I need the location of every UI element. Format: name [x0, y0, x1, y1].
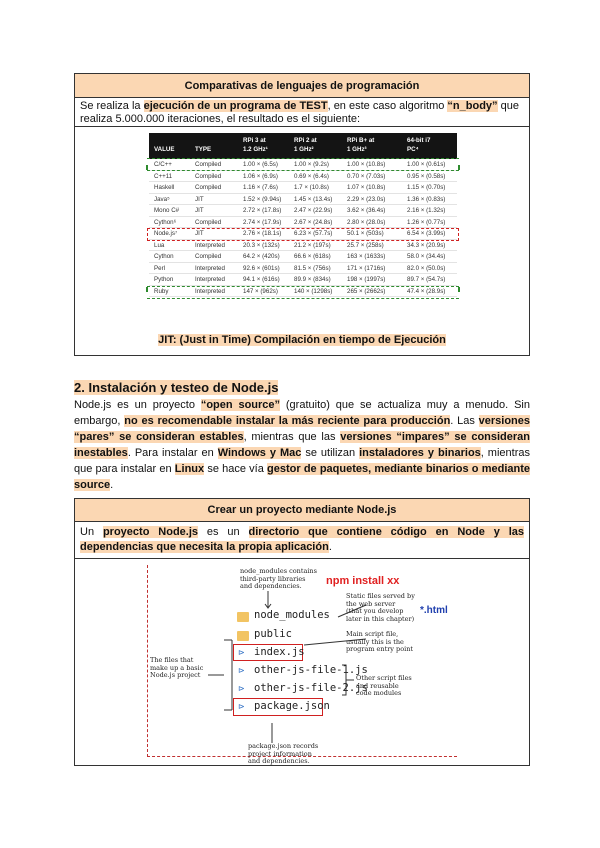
section-title-text: 2. Instalación y testeo de Node.js	[74, 380, 279, 395]
note-line: and dependencies.	[248, 757, 310, 765]
js-file-icon: ⊳	[238, 648, 245, 657]
section-paragraph	[74, 397, 530, 493]
cell-type: Interpreted	[195, 264, 225, 272]
cell-rpi2: 89.9 × (834s)	[294, 276, 331, 283]
cell-type: Interpreted	[195, 276, 225, 283]
cell-rpi3: 20.3 × (132s)	[243, 241, 280, 249]
cell-lang: C/C++	[154, 161, 172, 168]
cell-rpib: 171 × (1716s)	[347, 264, 386, 272]
intro-highlight-test: ejecución de un programa de TEST	[143, 100, 328, 112]
cell-rpi2: 21.2 × (197s)	[294, 241, 331, 249]
intro-highlight: proyecto Node.js	[102, 526, 199, 538]
cell-rpi3: 1.52 × (9.94s)	[243, 195, 282, 203]
cell-lang: Perl	[154, 264, 166, 272]
cell-rpi2: 6.23 × (57.7s)	[294, 230, 333, 237]
para-text: . Para instalar en	[127, 447, 218, 459]
cell-type: Compiled	[195, 184, 222, 191]
para-text: , mientras que las	[243, 431, 341, 443]
table-row	[149, 182, 457, 194]
note-line: project information	[248, 749, 312, 758]
cell-lang: Haskell	[154, 184, 175, 191]
cell-type: Compiled	[195, 218, 222, 226]
cell-rpi3: 147 × (962s)	[243, 287, 278, 295]
cell-rpib: 3.62 × (36.4s)	[347, 207, 386, 214]
cell-rpi3: 1.06 × (6.9s)	[243, 172, 278, 180]
note-line: Static files served by	[346, 592, 415, 600]
cell-rpi2: 66.6 × (618s)	[294, 253, 331, 260]
note-line: node_modules contains	[240, 567, 317, 575]
cell-lang: Python	[154, 276, 174, 283]
cell-rpi2: 1.45 × (13.4s)	[294, 195, 333, 203]
folder-icon	[237, 631, 249, 641]
green-tick-right	[458, 165, 460, 170]
cell-type: Compiled	[195, 172, 222, 180]
cell-type: Compiled	[195, 161, 222, 168]
cell-type: JIT	[195, 195, 204, 203]
cell-rpib: 198 × (1997s)	[347, 276, 386, 283]
benchmark-body	[75, 127, 529, 355]
para-highlight: versiones “impares” se consideran inestables	[74, 431, 531, 459]
nodejs-project-box	[74, 498, 530, 766]
cell-pc: 0.95 × (0.58s)	[407, 172, 446, 180]
table-row	[149, 205, 457, 217]
note-line: make up a basic	[150, 663, 204, 672]
cell-lang: Mono C#	[154, 207, 180, 214]
para-text: , mientras que para instalar en	[74, 447, 530, 475]
jit-text: JIT: (Just in Time) Compilación en tiempo de Ejecución	[158, 334, 446, 346]
note-line: and dependencies.	[240, 582, 302, 590]
para-text: se hace vía	[204, 463, 268, 475]
table-row	[149, 263, 457, 275]
header-pc: 64-bit i7	[407, 137, 431, 144]
cell-pc: 34.3 × (20.9s)	[407, 241, 446, 249]
cell-pc: 1.00 × (0.61s)	[407, 161, 446, 168]
intro-text: .	[328, 541, 332, 553]
table-row	[149, 251, 457, 263]
table-row	[149, 194, 457, 206]
note-line: package.json records	[248, 742, 319, 750]
note-line: Node.js project	[150, 671, 201, 679]
header-value: VALUE	[154, 146, 175, 153]
project-diagram	[147, 565, 457, 765]
para-text: Node.js es un proyecto	[74, 399, 201, 411]
cell-rpi2: 1.7 × (10.8s)	[294, 184, 329, 191]
file-other-js-2: other-js-file-2.js	[254, 682, 368, 694]
cell-pc: 82.0 × (50.0s)	[407, 264, 446, 272]
js-file-icon: ⊳	[238, 666, 245, 675]
cell-rpib: 0.70 × (7.03s)	[347, 172, 386, 180]
cell-rpi3: 2.74 × (17.9s)	[243, 218, 282, 226]
benchmark-box	[74, 73, 530, 356]
folder-icon	[237, 612, 249, 622]
para-highlight: gestor de paquetes, mediante binarios o mediante source	[74, 463, 530, 491]
header-rpi3-ghz: 1.2 GHz¹	[243, 146, 268, 153]
cell-lang: Cython	[154, 253, 174, 260]
intro-highlight-nbody: “n_body”	[447, 100, 498, 112]
para-highlight: instaladores y binarios	[359, 447, 481, 459]
header-rpib-ghz: 1 GHz³	[347, 146, 367, 153]
cell-rpi3: 1.00 × (6.5s)	[243, 161, 278, 168]
header-rpi2-ghz: 1 GHz²	[294, 146, 314, 153]
note-line: third-party libraries	[240, 574, 306, 583]
highlight-box-nodejs	[147, 228, 459, 241]
intro-highlight: directorio que contiene código en Node y las dependencias que necesita la propia aplicación	[80, 526, 524, 553]
para-text: . Las	[450, 415, 479, 427]
header-rpi3: RPi 3 at	[243, 137, 266, 144]
note-line: code modules	[356, 689, 402, 697]
package-json-note	[248, 743, 318, 766]
cell-rpi2: 140 × (1298s)	[294, 287, 333, 295]
cell-rpi3: 94.1 × (616s)	[243, 276, 280, 283]
cell-rpi3: 2.76 × (18.1s)	[243, 230, 282, 237]
note-line: the web server	[346, 599, 396, 608]
json-file-icon: ⊳	[238, 702, 245, 711]
cell-pc: 6.54 × (3.99s)	[407, 230, 446, 237]
section-title	[74, 380, 278, 395]
intro-text: que realiza 5.000.000 iteraciones, el resultado es el siguiente:	[80, 100, 519, 125]
green-tick-right-2	[458, 287, 460, 292]
project-diagram-area	[75, 559, 529, 765]
cell-pc: 89.7 × (54.7s)	[407, 276, 446, 283]
cell-lang: C++11	[154, 172, 173, 180]
intro-text: es un	[198, 526, 249, 538]
cell-rpi2: 2.67 × (24.8s)	[294, 218, 333, 226]
cell-type: JIT	[195, 207, 204, 214]
note-line: and reusable	[356, 681, 399, 690]
cell-lang: Java⁵	[154, 195, 170, 203]
intro-text: Se realiza la	[80, 100, 144, 112]
file-package-json: package.json	[254, 700, 330, 712]
html-ext-annotation: *.html	[420, 605, 448, 616]
cell-rpib: 265 × (2662s)	[347, 287, 386, 295]
cell-type: Interpreted	[195, 287, 225, 295]
file-other-js-1: other-js-file-1.js	[254, 664, 368, 676]
intro-text: , en este caso algoritmo	[327, 100, 448, 112]
js-file-icon: ⊳	[238, 684, 245, 693]
cell-lang: Ruby	[154, 287, 169, 295]
npm-install-annotation: npm install xx	[326, 575, 400, 587]
cell-type: Compiled	[195, 253, 222, 260]
note-line: later in this chapter)	[346, 614, 415, 623]
basic-files-note	[150, 657, 203, 680]
jit-note	[75, 334, 529, 346]
cell-rpib: 2.80 × (28.0s)	[347, 218, 386, 226]
nodejs-project-intro	[75, 522, 529, 559]
cell-rpib: 2.29 × (23.0s)	[347, 195, 386, 203]
note-line: usually this is the	[346, 637, 404, 646]
table-row	[149, 274, 457, 286]
intro-text: Un	[80, 526, 103, 538]
cell-rpib: 25.7 × (258s)	[347, 241, 384, 249]
highlight-line-top-green	[147, 158, 459, 171]
note-line: Other script files	[356, 674, 412, 682]
table-row	[149, 240, 457, 252]
para-highlight: Linux	[174, 463, 205, 475]
para-text: .	[110, 479, 114, 491]
benchmark-header	[149, 133, 457, 159]
para-highlight: “open source”	[200, 399, 281, 411]
cell-rpib: 163 × (1633s)	[347, 253, 386, 260]
table-row	[149, 171, 457, 183]
benchmark-box-title: Comparativas de lenguajes de programación	[75, 74, 529, 98]
para-text: (gratuito) que se actualiza muy a menudo. Sin embargo,	[74, 399, 530, 427]
cell-rpi3: 92.6 × (601s)	[243, 264, 280, 272]
cell-pc: 47.4 × (28.9s)	[407, 287, 446, 295]
cell-pc: 1.15 × (0.70s)	[407, 184, 446, 191]
green-tick-left	[146, 165, 148, 170]
para-highlight: versiones “pares” se consideran estables	[74, 415, 531, 443]
static-files-note	[346, 593, 415, 623]
cell-lang: Lua	[154, 241, 165, 249]
note-line: The files that	[150, 656, 194, 664]
cell-pc: 2.16 × (1.32s)	[407, 207, 446, 214]
file-index-js: index.js	[254, 646, 305, 658]
note-line: program entry point	[346, 645, 413, 653]
cell-rpi2: 1.00 × (9.2s)	[294, 161, 329, 168]
cell-lang: Cython⁶	[154, 218, 177, 226]
para-text: se utilizan	[301, 447, 360, 459]
cell-rpi2: 2.47 × (22.9s)	[294, 207, 333, 214]
cell-pc: 58.0 × (34.4s)	[407, 253, 446, 260]
cell-rpib: 50.1 × (503s)	[347, 230, 384, 237]
cell-rpi2: 0.69 × (6.4s)	[294, 172, 329, 180]
nodejs-project-title: Crear un proyecto mediante Node.js	[75, 499, 529, 522]
cell-pc: 1.36 × (0.83s)	[407, 195, 446, 203]
table-row	[149, 217, 457, 229]
cell-rpi3: 64.2 × (420s)	[243, 253, 280, 260]
highlight-line-bottom-green	[147, 286, 459, 299]
node-modules-note	[240, 568, 317, 591]
main-script-note	[346, 631, 413, 654]
green-tick-left-2	[146, 287, 148, 292]
note-line: Main script file,	[346, 630, 399, 638]
cell-pc: 1.26 × (0.77s)	[407, 218, 446, 226]
cell-rpi3: 1.16 × (7.6s)	[243, 184, 278, 191]
file-public: public	[254, 628, 292, 640]
header-type: TYPE	[195, 146, 212, 153]
header-rpib: RPi B+ at	[347, 137, 375, 144]
cell-rpib: 1.00 × (10.8s)	[347, 161, 386, 168]
cell-lang: Node.js⁷	[154, 230, 178, 237]
cell-rpi2: 81.5 × (756s)	[294, 264, 331, 272]
benchmark-intro	[75, 98, 529, 127]
header-pc-sub: PC⁴	[407, 146, 419, 153]
cell-type: JIT	[195, 230, 204, 237]
cell-rpi3: 2.72 × (17.8s)	[243, 207, 282, 214]
cell-type: Interpreted	[195, 241, 225, 249]
header-rpi2: RPi 2 at	[294, 137, 317, 144]
cell-rpib: 1.07 × (10.8s)	[347, 184, 386, 191]
para-highlight: Windows y Mac	[217, 447, 302, 459]
note-line: (that you develop	[346, 607, 404, 615]
file-node-modules: node_modules	[254, 609, 330, 621]
para-highlight: no es recomendable instalar la más reciente para producción	[124, 415, 451, 427]
